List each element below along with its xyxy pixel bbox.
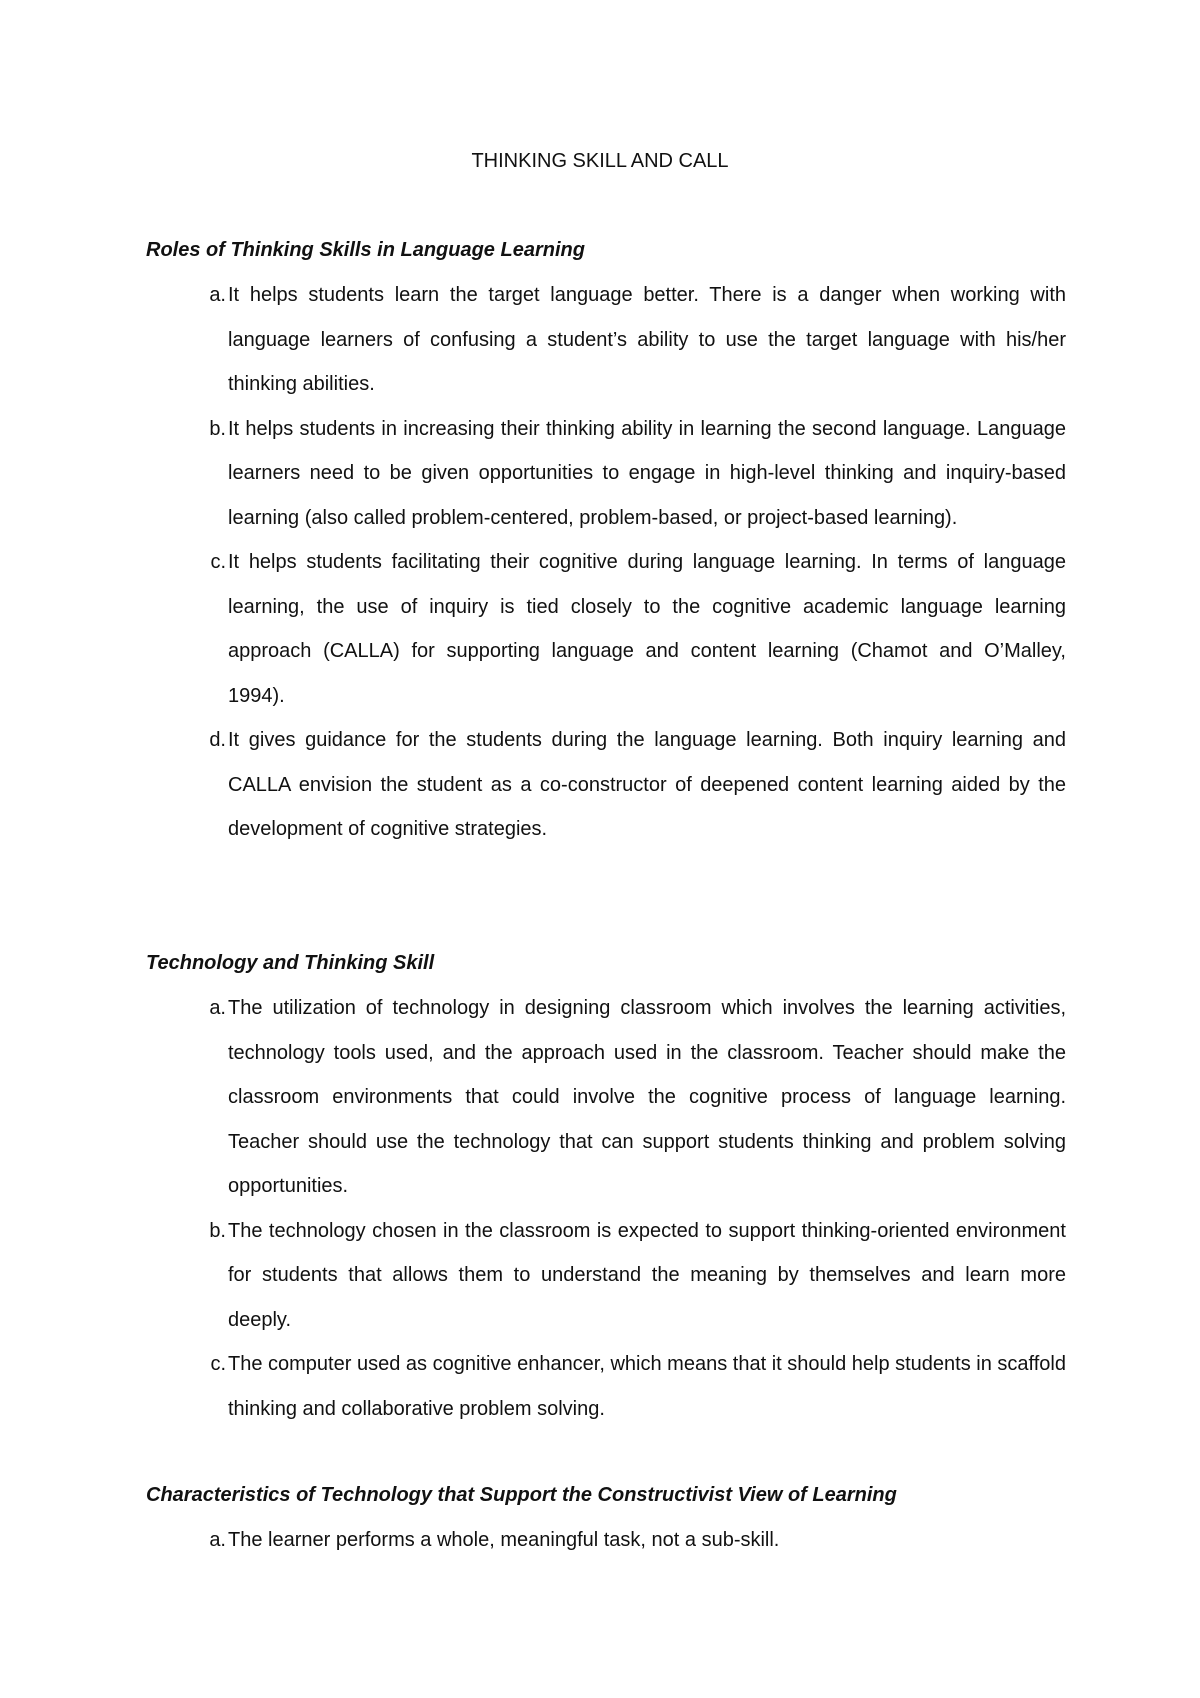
list-item [146,986,1066,1209]
list-marker: a. [209,1529,226,1551]
list-item [146,1342,1066,1431]
section-heading-technology: Technology and Thinking Skill [146,952,435,974]
characteristics-list [146,1518,1066,1563]
list-item-text: The learner performs a whole, meaningful task, not a sub-skill. [228,1529,780,1551]
list-marker: a. [209,284,226,306]
document-title: THINKING SKILL AND CALL [471,150,729,172]
list-item-text: The utilization of technology in designing classroom which involves the learning activities, technology tools used, and the approach used in the classroom. Teacher should make the classroom environments that could involve the cognitive process of language learning. Teacher should use the technology that can support students thinking and problem solving opportunities. [228,997,1066,1197]
list-item-text: It helps students facilitating their cognitive during language learning. In terms of language learning, the use of inquiry is tied closely to the cognitive academic language learning approach (CALLA) for supporting language and content learning (Chamot and O’Malley, 1994). [228,551,1066,707]
list-item-text: The computer used as cognitive enhancer, which means that it should help students in scaffold thinking and collaborative problem solving. [228,1353,1066,1420]
list-marker: c. [210,1353,226,1375]
list-item [146,718,1066,852]
technology-list [146,986,1066,1431]
list-item [146,1518,1066,1563]
list-item-text: It helps students learn the target language better. There is a danger when working with language learners of confusing a student’s ability to use the target language with his/her thinking abilities. [228,284,1066,395]
list-marker: d. [209,729,226,751]
list-marker: b. [209,417,226,440]
list-item [146,1209,1066,1343]
roles-list [146,273,1066,852]
list-item-text: It helps students in increasing their thinking ability in learning the second language. Language learners need to be given opportunities to engage in high-level thinking and inquiry-based learning (also called problem-centered, problem-based, or project-based learning). [228,417,1066,529]
list-item [146,407,1066,541]
list-item [146,540,1066,718]
section-heading-characteristics: Characteristics of Technology that Support the Constructivist View of Learning [146,1484,897,1506]
list-item [146,273,1066,407]
list-item-text: It gives guidance for the students during the language learning. Both inquiry learning and CALLA envision the student as a co-constructor of deepened content learning aided by the development of cognitive strategies. [228,729,1066,840]
section-heading-roles: Roles of Thinking Skills in Language Learning [146,239,585,261]
list-item-text: The technology chosen in the classroom is expected to support thinking-oriented environment for students that allows them to understand the meaning by themselves and learn more deeply. [228,1219,1066,1331]
list-marker: c. [210,551,226,573]
list-marker: a. [209,997,226,1019]
list-marker: b. [209,1219,226,1242]
